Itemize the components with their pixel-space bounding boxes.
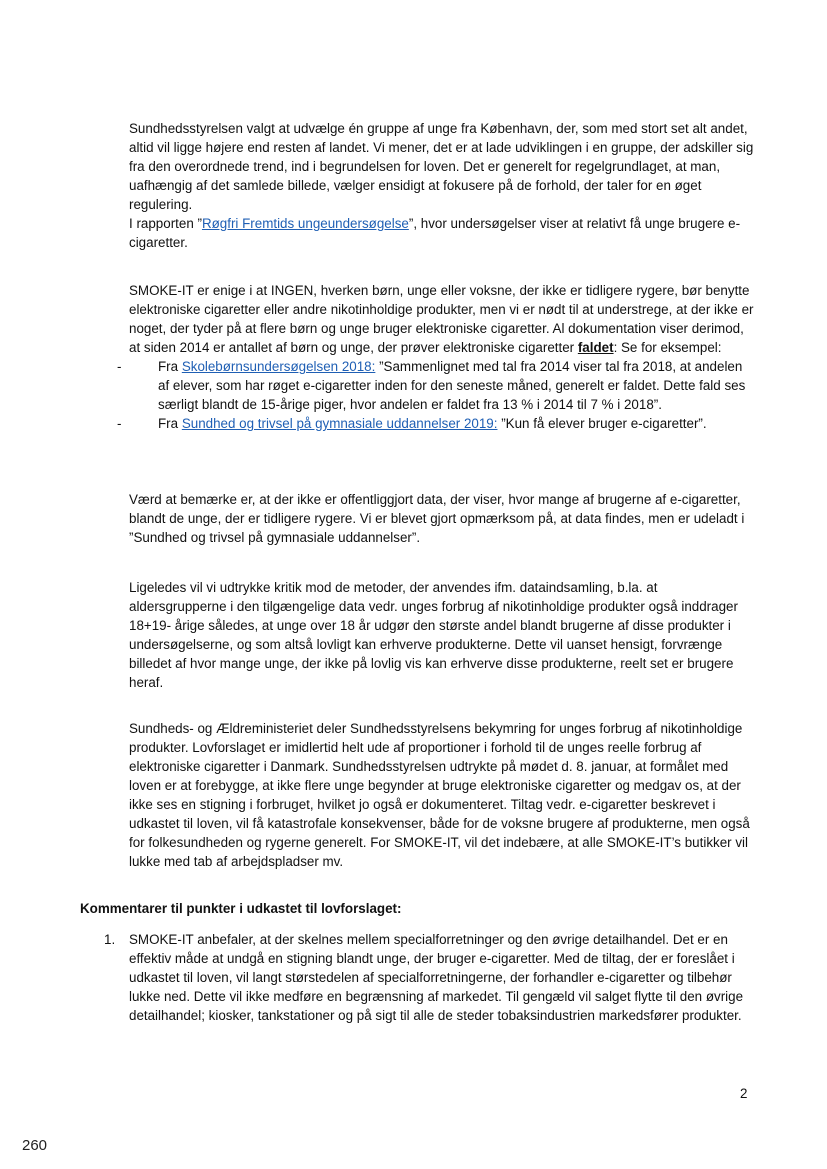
paragraph-1	[129, 119, 754, 252]
list-item-prefix: Fra	[158, 416, 182, 431]
rapport-intro: I rapporten ”	[129, 216, 202, 231]
page-number: 2	[740, 1086, 748, 1101]
paragraph-5	[129, 719, 754, 871]
paragraph-1-text: Sundhedsstyrelsen valgt at udvælge én gruppe af unge fra København, der, som med stort set alt andet, altid vil ligge højere end resten af landet. Vi mener, det er at lade udviklingen i en gruppe, der adskiller sig fra den overordnede trend, ind i begrundelsen for loven. Det er generelt for regelgrundlaget, at man, uafhængig af det samlede billede, vælger ensidigt at fokusere på de forhold, der taler for en øget regulering.	[129, 121, 754, 212]
paragraph-2-text: SMOKE-IT er enige i at INGEN, hverken børn, unge eller voksne, der ikke er tidligere rygere, bør benytte elektroniske cigaretter eller andre nikotinholdige produkter, men vi er nødt til at understrege, at der ikke er noget, der tyder på at flere børn og unge bruger elektroniske cigaretter. Al dokumentation viser derimod, at siden 2014 er antallet af børn og unge, der prøver elektroniske cigaretter	[129, 283, 754, 355]
item-text: SMOKE-IT anbefaler, at der skelnes mellem specialforretninger og den øvrige detailhandel. Det er en effektiv måde at undgå en stigning blandt unge, der bruger e-cigaretter. Med de tiltag, der er foreslået i udkastet til loven, vil langt størstedelen af specialforretningerne, der forhandler e-cigaretter og tilbehør lukke ned. Dette vil ikke medføre en begrænsning af markedet. Til gengæld vil salget flytte til den øvrige detailhandel; kiosker, tankstationer og på sigt til alle de steder tobaksindustrien markedsfører produkter.	[129, 932, 744, 1023]
paragraph-2	[129, 281, 754, 433]
item-number: 1.	[104, 932, 116, 947]
numbered-list	[104, 930, 754, 1025]
skoleborn-link[interactable]: Skolebørnsundersøgelsen 2018:	[181, 359, 376, 374]
list-item-text: ”Sammenlignet med tal fra 2014 viser tal fra 2018, at andelen af elever, som har røget e-cigaretter inden for den seneste måned, generelt er faldet. Dette fald ses særligt blandt de 15-årige piger, hvor andelen er faldet fra 13 % i 2014 til 7 % i 2018”.	[158, 359, 746, 412]
faldet-emphasis: faldet	[577, 340, 614, 355]
section-heading: Kommentarer til punkter i udkastet til lovforslaget:	[80, 901, 402, 916]
list-item	[129, 357, 754, 414]
paragraph-2-tail: : Se for eksempel:	[613, 340, 722, 355]
paragraph-4-text: Ligeledes vil vi udtrykke kritik mod de metoder, der anvendes ifm. dataindsamling, b.la. at aldersgrupperne i den tilgængelige data vedr. unges forbrug af nikotinholdige produkter også inddrager 18+19- årige således, at unge over 18 år udgør den største andel blandt brugerne af disse produkter i undersøgelserne, og som altså lovligt kan erhverve produkterne. Dette vil uanset hensigt, forvrænge billedet af hvor mange unge, der ikke på lovlig vis kan erhverve disse produkterne, reelt set er brugere heraf.	[129, 580, 738, 690]
list-item	[129, 414, 754, 433]
paragraph-3-text: Værd at bemærke er, at der ikke er offentliggjort data, der viser, hvor mange af brugerne af e-cigaretter, blandt de unge, der er tidligere rygere. Vi er blevet gjort opmærksom på, at data findes, men er udeladt i ”Sundhed og trivsel på gymnasiale uddannelser”.	[129, 492, 745, 545]
paragraph-4	[129, 578, 754, 692]
evidence-list	[129, 357, 754, 433]
margin-number: 260	[22, 1137, 48, 1154]
numbered-item	[104, 930, 754, 1025]
list-item-text: ”Kun få elever bruger e-cigaretter”.	[497, 416, 707, 431]
rogfri-fremtid-link[interactable]: Røgfri Fremtids ungeundersøgelse	[201, 216, 409, 231]
paragraph-5-text: Sundheds- og Ældreministeriet deler Sundhedsstyrelsens bekymring for unges forbrug af nikotinholdige produkter. Lovforslaget er imidlertid helt ude af proportioner i forhold til de unges reelle forbrug af elektroniske cigaretter i Danmark. Sundhedsstyrelsen udtrykte på mødet d. 8. januar, at formålet med loven er at forebygge, at ikke flere unge begynder at bruge elektroniske cigaretter og medgav os, at der ikke ses en stigning i forbruget, hvilket jo også er dokumenteret. Tiltag vedr. e-cigaretter beskrevet i udkastet til loven, vil få katastrofale konsekvenser, både for de voksne brugere af produkterne, men også for folkesundheden og rygerne generelt. For SMOKE-IT, vil det indebære, at alle SMOKE-IT’s butikker vil lukke med tab af arbejdspladser mv.	[129, 721, 750, 869]
rapport-outro: ”, hvor undersøgelser viser at relativt få unge brugere e-cigaretter.	[129, 216, 741, 250]
list-item-prefix: Fra	[158, 359, 182, 374]
sundhed-trivsel-link[interactable]: Sundhed og trivsel på gymnasiale uddannelser 2019:	[181, 416, 498, 431]
paragraph-3	[129, 490, 754, 547]
